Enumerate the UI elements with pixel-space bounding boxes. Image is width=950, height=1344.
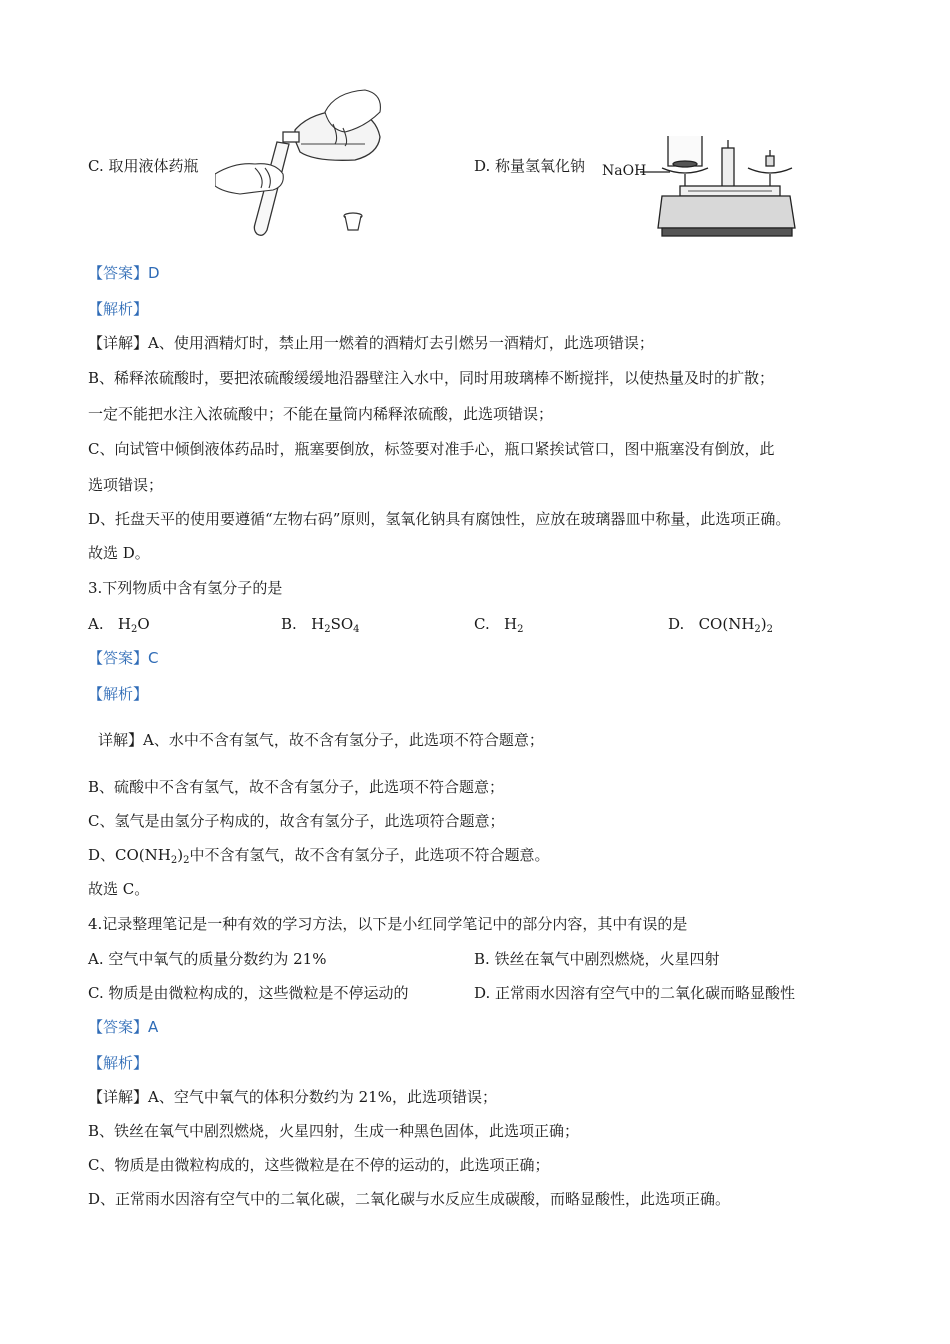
subscript: 2 bbox=[324, 624, 331, 635]
q2-detail-line bbox=[88, 333, 654, 353]
q3-option-d bbox=[668, 614, 773, 634]
q3-analysis-tag bbox=[88, 684, 148, 704]
subscript: 2 bbox=[170, 855, 178, 866]
answer-tag: 【答案】 bbox=[88, 1018, 149, 1036]
q2-line-b2: 一定不能把水注入浓硫酸中；不能在量筒内稀释浓硫酸，此选项错误； bbox=[88, 405, 554, 423]
opt-letter: C. bbox=[474, 615, 490, 633]
option-c-label: C. 取用液体药瓶 bbox=[88, 157, 199, 175]
analysis-tag: 【解析】 bbox=[88, 1054, 149, 1072]
q4-analysis-tag bbox=[88, 1053, 148, 1073]
q3-line-c: C、氢气是由氢分子构成的，故含有氢分子，此选项符合题意； bbox=[88, 812, 505, 830]
subscript: 2 bbox=[131, 624, 138, 635]
opt-letter: A. bbox=[88, 615, 104, 633]
q4-answer bbox=[88, 1017, 158, 1037]
answer-value: D bbox=[148, 264, 160, 282]
q3-line-d bbox=[88, 845, 549, 865]
q3-option-c bbox=[474, 614, 524, 634]
q4-line-b: B、铁丝在氧气中剧烈燃烧，火星四射，生成一种黑色固体，此选项正确； bbox=[88, 1122, 580, 1140]
balance-scale-illustration bbox=[640, 128, 800, 240]
q2-line-c2: 选项错误； bbox=[88, 476, 164, 494]
q3-line-b: B、硫酸中不含有氢气，故不含有氢分子，此选项不符合题意； bbox=[88, 778, 505, 796]
q2-line-c: C、向试管中倾倒液体药品时，瓶塞要倒放，标签要对准手心，瓶口紧挨试管口，图中瓶塞没有倒放，此 bbox=[88, 440, 775, 458]
q4-option-c: C. 物质是由微粒构成的，这些微粒是不停运动的 bbox=[88, 984, 409, 1002]
q2-conclusion: 故选 D。 bbox=[88, 544, 150, 562]
q4-stem: 4.记录整理笔记是一种有效的学习方法，以下是小红同学笔记中的部分内容，其中有误的是 bbox=[88, 915, 688, 933]
line-text: 中不含有氢气，故不含有氢分子，此选项不符合题意。 bbox=[189, 846, 550, 864]
subscript: 4 bbox=[353, 624, 360, 635]
line-text: ) bbox=[177, 846, 184, 864]
opt-text: H bbox=[504, 615, 518, 633]
naoh-label: NaOH bbox=[602, 163, 647, 179]
opt-text: O bbox=[137, 615, 150, 633]
opt-letter: B. bbox=[281, 615, 297, 633]
q4-line-d: D、正常雨水因溶有空气中的二氧化碳，二氧化碳与水反应生成碳酸，而略显酸性，此选项正确。 bbox=[88, 1190, 731, 1208]
q2-answer bbox=[88, 263, 160, 283]
detail-tag: 【详解】 bbox=[88, 334, 149, 352]
detail-text: A、空气中氧气的体积分数约为 21%，此选项错误； bbox=[148, 1088, 497, 1106]
q4-option-b: B. 铁丝在氧气中剧烈燃烧，火星四射 bbox=[474, 950, 720, 968]
q3-option-b bbox=[281, 614, 360, 634]
q3-stem: 3.下列物质中含有氢分子的是 bbox=[88, 579, 283, 597]
analysis-tag: 【解析】 bbox=[88, 300, 149, 318]
opt-text: H bbox=[117, 615, 132, 633]
option-d-label: D. 称量氢氧化钠 bbox=[474, 157, 586, 175]
opt-text: ) bbox=[760, 615, 767, 633]
subscript: 2 bbox=[183, 855, 190, 866]
q2-analysis-tag bbox=[88, 299, 148, 319]
pouring-liquid-illustration bbox=[215, 82, 385, 240]
q4-line-c: C、物质是由微粒构成的，这些微粒是在不停的运动的，此选项正确； bbox=[88, 1156, 550, 1174]
detail-tag: 【详解】 bbox=[88, 1088, 149, 1106]
q3-detail-line: 详解】A、水中不含有氢气，故不含有氢分子，此选项不符合题意； bbox=[98, 731, 544, 749]
q4-detail-line bbox=[88, 1087, 497, 1107]
opt-letter: D. bbox=[668, 615, 685, 633]
q3-conclusion: 故选 C。 bbox=[88, 880, 150, 898]
answer-tag: 【答案】 bbox=[88, 649, 149, 667]
q4-option-d: D. 正常雨水因溶有空气中的二氧化碳而略显酸性 bbox=[474, 984, 796, 1002]
opt-text: CO(NH bbox=[698, 615, 755, 633]
q2-line-d: D、托盘天平的使用要遵循“左物右码”原则，氢氧化钠具有腐蚀性，应放在玻璃器皿中称量，此选项正确。 bbox=[88, 510, 791, 528]
detail-text: A、使用酒精灯时，禁止用一燃着的酒精灯去引燃另一酒精灯，此选项错误； bbox=[148, 334, 654, 352]
line-text: D、CO(NH bbox=[88, 846, 171, 864]
q3-answer bbox=[88, 648, 159, 668]
subscript: 2 bbox=[517, 624, 524, 635]
subscript: 2 bbox=[766, 624, 774, 635]
answer-value: A bbox=[148, 1018, 159, 1036]
opt-text: H bbox=[311, 615, 325, 633]
analysis-tag: 【解析】 bbox=[88, 685, 149, 703]
opt-text: SO bbox=[330, 615, 354, 633]
q2-line-b: B、稀释浓硫酸时，要把浓硫酸缓缓地沿器壁注入水中，同时用玻璃棒不断搅拌，以使热量及时的扩散； bbox=[88, 369, 775, 387]
q4-option-a: A. 空气中氧气的质量分数约为 21% bbox=[88, 950, 327, 968]
q3-option-a bbox=[88, 614, 150, 634]
subscript: 2 bbox=[754, 624, 761, 635]
answer-tag: 【答案】 bbox=[88, 264, 149, 282]
answer-value: C bbox=[148, 649, 159, 667]
